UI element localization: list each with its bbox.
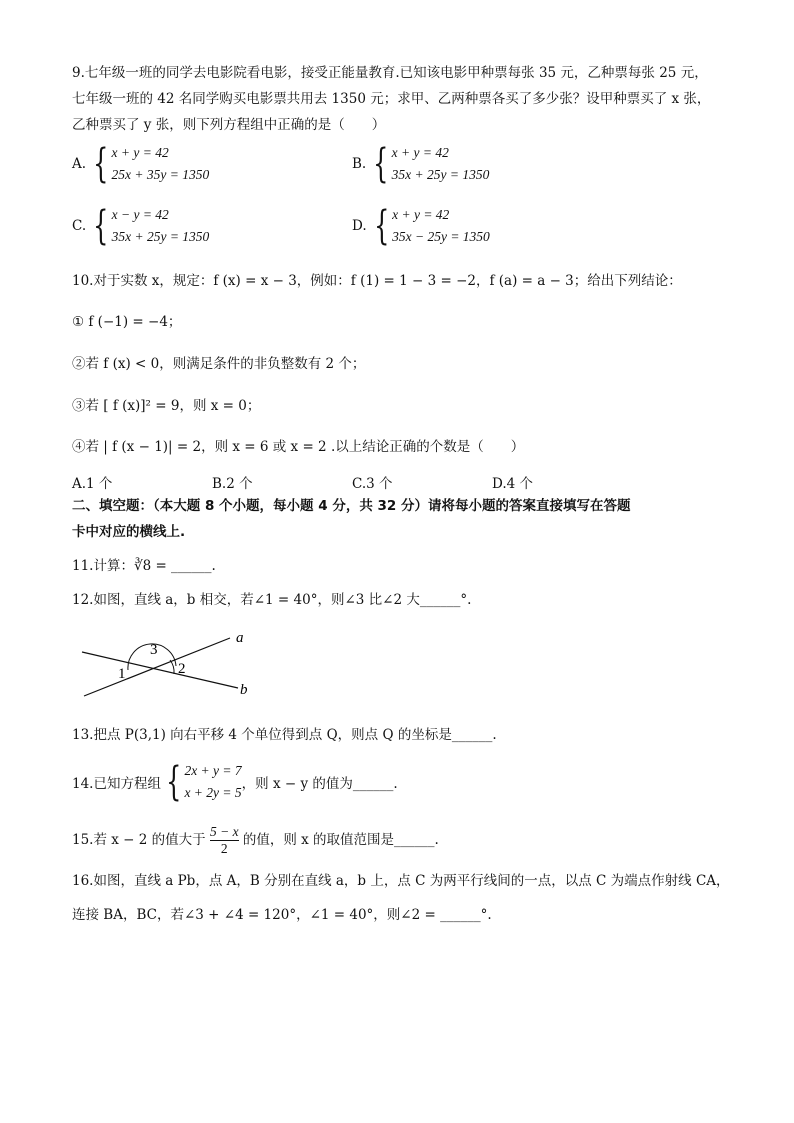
q10-conclusion-1: ① f (−1) = −4； xyxy=(72,314,182,330)
q10-option-c: C.3 个 xyxy=(352,476,393,492)
brace-icon: { xyxy=(93,203,109,249)
q16-line-1: 16.如图，直线 a Pb，点 A，B 分别在直线 a，b 上，点 C 为两平行线间的一点，以点 C 为端点作射线 CA， xyxy=(72,873,730,889)
q15: 15.若 x − 2 的值大于 $\frac{5 - x}{2}$ 的值，则 x 的取值范围是______. xyxy=(72,824,439,856)
brace-icon: { xyxy=(373,203,390,249)
q10-option-d: D.4 个 xyxy=(492,476,534,492)
q9-line-3: 乙种票买了 y 张，则下列方程组中正确的是（ ） xyxy=(72,117,386,133)
brace-icon: { xyxy=(166,759,182,805)
q12-figure xyxy=(78,626,268,706)
q9-line-1: 9.七年级一班的同学去电影院看电影，接受正能量教育.已知该电影甲种票每张 35 元，乙种票每张 25 元， xyxy=(72,65,708,81)
q11: 11.计算：∛8 = ______. xyxy=(72,558,216,574)
q10-conclusion-3: ③若 [ f (x)]² = 9，则 x = 0； xyxy=(72,398,261,414)
line-b xyxy=(82,652,238,688)
angle-label-1: 1 xyxy=(118,666,126,682)
q9-line-2: 七年级一班的 42 名同学购买电影票共用去 1350 元；求甲、乙两种票各买了多少张？设甲种票买了 x 张， xyxy=(72,91,711,107)
q9-option-a: A. { x + y = 42 25x + 35y = 1350 xyxy=(72,141,210,187)
q10-stem: 10.对于实数 x，规定：f (x) = x − 3，例如：f (1) = 1 − 3 = −2，f (a) = a − 3；给出下列结论： xyxy=(72,273,682,289)
q10-option-b: B.2 个 xyxy=(212,476,253,492)
fraction: $\frac{5 - x}{2}$ xyxy=(209,824,239,856)
q10-conclusion-2: ②若 f (x) < 0，则满足条件的非负整数有 2 个； xyxy=(72,356,366,372)
q14: 14.已知方程组 { 2x + y = 7 x + 2y = 5 ，则 x − y 的值为______. xyxy=(72,759,398,805)
section-heading-line-1: 二、填空题：（本大题 8 个小题，每小题 4 分，共 32 分）请将每小题的答案直接填写在答题 xyxy=(72,498,631,514)
q9-option-c: C. { x − y = 42 35x + 25y = 1350 xyxy=(72,203,210,249)
section-heading-line-2: 卡中对应的横线上. xyxy=(72,524,186,540)
angle-label-2: 2 xyxy=(178,661,186,677)
line-label-a: a xyxy=(236,630,244,646)
q10-conclusion-4: ④若 | f (x − 1)| = 2，则 x = 6 或 x = 2 .以上结论正确的个数是（ ） xyxy=(72,439,525,455)
line-label-b: b xyxy=(240,682,248,698)
q9-option-d: D. { x + y = 42 35x − 25y = 1350 xyxy=(352,203,490,249)
q13: 13.把点 P(3,1) 向右平移 4 个单位得到点 Q，则点 Q 的坐标是______. xyxy=(72,727,497,743)
q10-option-a: A.1 个 xyxy=(72,476,113,492)
brace-icon: { xyxy=(373,141,389,187)
q16-line-2: 连接 BA，BC，若∠3 + ∠4 = 120°，∠1 = 40°，则∠2 = ______°. xyxy=(72,907,492,923)
q9-option-b: B. { x + y = 42 35x + 25y = 1350 xyxy=(352,141,490,187)
angle-label-3: 3 xyxy=(150,642,158,658)
brace-icon: { xyxy=(93,141,109,187)
q12-text: 12.如图，直线 a，b 相交，若∠1 = 40°，则∠3 比∠2 大______°. xyxy=(72,592,472,608)
